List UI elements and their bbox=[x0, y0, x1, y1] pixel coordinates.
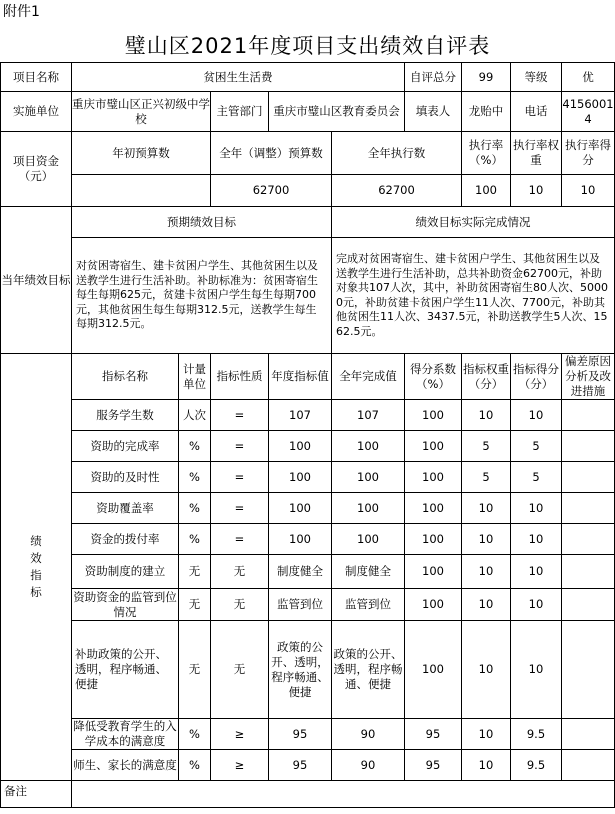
indicator-nature: = bbox=[211, 493, 269, 524]
indicator-score: 5 bbox=[511, 431, 562, 462]
funds-header-adjusted: 全年（调整）预算数 bbox=[211, 132, 332, 175]
unit-value: 重庆市璧山区正兴初级中学校 bbox=[72, 92, 211, 132]
indicator-header-unit: 计量单位 bbox=[179, 354, 211, 400]
funds-header-executed: 全年执行数 bbox=[332, 132, 462, 175]
indicator-coefficient: 100 bbox=[405, 555, 462, 589]
indicator-name: 资助的及时性 bbox=[72, 462, 179, 493]
expected-goal-header: 预期绩效目标 bbox=[72, 207, 332, 238]
indicator-nature: = bbox=[211, 462, 269, 493]
indicator-unit: % bbox=[179, 750, 211, 781]
funds-label: 项目资金（元） bbox=[1, 132, 72, 207]
project-name-label: 项目名称 bbox=[1, 63, 72, 92]
row-project-name bbox=[1, 63, 615, 92]
indicator-actual: 100 bbox=[332, 493, 405, 524]
indicator-deviation bbox=[562, 719, 615, 750]
funds-executed-value: 62700 bbox=[332, 175, 462, 207]
indicator-unit: 无 bbox=[179, 555, 211, 589]
indicator-actual: 政策的公开、透明，程序畅通、便捷 bbox=[332, 621, 405, 719]
funds-adjusted-value: 62700 bbox=[211, 175, 332, 207]
indicator-unit: % bbox=[179, 524, 211, 555]
indicator-name: 资助制度的建立 bbox=[72, 555, 179, 589]
indicator-header-actual: 全年完成值 bbox=[332, 354, 405, 400]
indicator-weight: 10 bbox=[462, 524, 511, 555]
row-funds-values bbox=[1, 175, 615, 207]
indicator-target: 107 bbox=[269, 400, 332, 431]
indicator-actual: 100 bbox=[332, 524, 405, 555]
filler-value: 龙贻中 bbox=[462, 92, 511, 132]
funds-header-initial: 年初预算数 bbox=[72, 132, 211, 175]
indicator-row bbox=[1, 524, 615, 555]
indicator-nature: 无 bbox=[211, 589, 269, 621]
indicator-weight: 10 bbox=[462, 719, 511, 750]
indicator-name: 服务学生数 bbox=[72, 400, 179, 431]
indicator-deviation bbox=[562, 493, 615, 524]
phone-label: 电话 bbox=[511, 92, 562, 132]
indicator-weight: 5 bbox=[462, 431, 511, 462]
indicator-coefficient: 100 bbox=[405, 400, 462, 431]
indicator-target: 100 bbox=[269, 431, 332, 462]
indicator-actual: 107 bbox=[332, 400, 405, 431]
indicator-nature: ≥ bbox=[211, 719, 269, 750]
indicator-row bbox=[1, 555, 615, 589]
row-funds-header bbox=[1, 132, 615, 175]
indicator-unit: 无 bbox=[179, 589, 211, 621]
indicator-coefficient: 100 bbox=[405, 589, 462, 621]
indicator-target: 监管到位 bbox=[269, 589, 332, 621]
indicators-label-text: 绩效指标 bbox=[30, 534, 42, 599]
indicator-header-score: 指标得分（分） bbox=[511, 354, 562, 400]
indicator-weight: 10 bbox=[462, 555, 511, 589]
indicator-score: 5 bbox=[511, 462, 562, 493]
phone-value: 41560014 bbox=[562, 92, 615, 132]
indicator-nature: = bbox=[211, 524, 269, 555]
row-remarks bbox=[1, 781, 615, 808]
indicator-weight: 10 bbox=[462, 400, 511, 431]
indicator-unit: 无 bbox=[179, 621, 211, 719]
indicator-nature: = bbox=[211, 400, 269, 431]
indicator-target: 95 bbox=[269, 719, 332, 750]
indicator-score: 9.5 bbox=[511, 719, 562, 750]
funds-score-value: 10 bbox=[562, 175, 615, 207]
indicator-score: 10 bbox=[511, 555, 562, 589]
indicator-nature: 无 bbox=[211, 555, 269, 589]
funds-weight-value: 10 bbox=[511, 175, 562, 207]
indicator-row bbox=[1, 589, 615, 621]
indicator-deviation bbox=[562, 589, 615, 621]
indicator-row bbox=[1, 400, 615, 431]
indicator-coefficient: 100 bbox=[405, 493, 462, 524]
indicator-deviation bbox=[562, 621, 615, 719]
indicator-header-deviation: 偏差原因分析及改进措施 bbox=[562, 354, 615, 400]
indicator-deviation bbox=[562, 462, 615, 493]
indicator-unit: % bbox=[179, 431, 211, 462]
remarks-label: 备注 bbox=[1, 781, 72, 808]
indicator-nature: ≥ bbox=[211, 750, 269, 781]
indicator-actual: 100 bbox=[332, 431, 405, 462]
unit-label: 实施单位 bbox=[1, 92, 72, 132]
page-title: 璧山区2021年度项目支出绩效自评表 bbox=[124, 34, 491, 58]
indicator-header-nature: 指标性质 bbox=[211, 354, 269, 400]
indicator-header-weight: 指标权重（分） bbox=[462, 354, 511, 400]
indicator-row bbox=[1, 750, 615, 781]
indicator-target: 100 bbox=[269, 524, 332, 555]
indicator-header-target: 年度指标值 bbox=[269, 354, 332, 400]
expected-goal-text: 对贫困寄宿生、建卡贫困户学生、其他贫困生以及送教学生进行生活补助。补助标准为：贫困寄宿生每生每期625元，贫建卡贫困户学生每生每期700元，其他贫困生每生每期312.5元，送教学生每生每期312.5元。 bbox=[72, 238, 332, 354]
grade-value: 优 bbox=[562, 63, 615, 92]
row-goals-header bbox=[1, 207, 615, 238]
dept-label: 主管部门 bbox=[211, 92, 269, 132]
funds-initial-value bbox=[72, 175, 211, 207]
remarks-value bbox=[72, 781, 615, 808]
row-indicator-header bbox=[1, 354, 615, 400]
goals-label: 当年绩效目标 bbox=[1, 207, 72, 354]
indicator-header-coefficient: 得分系数（%） bbox=[405, 354, 462, 400]
indicator-score: 10 bbox=[511, 493, 562, 524]
funds-header-weight: 执行率权重 bbox=[511, 132, 562, 175]
row-unit bbox=[1, 92, 615, 132]
indicator-deviation bbox=[562, 400, 615, 431]
indicator-deviation bbox=[562, 555, 615, 589]
row-goals-text bbox=[1, 238, 615, 354]
indicator-score: 10 bbox=[511, 524, 562, 555]
indicator-coefficient: 100 bbox=[405, 462, 462, 493]
indicator-target: 100 bbox=[269, 493, 332, 524]
project-name-value: 贫困生生活费 bbox=[72, 63, 405, 92]
indicator-target: 100 bbox=[269, 462, 332, 493]
indicator-name: 降低受教育学生的入学成本的满意度 bbox=[73, 719, 177, 748]
indicator-actual: 90 bbox=[332, 719, 405, 750]
indicator-target: 95 bbox=[269, 750, 332, 781]
indicator-weight: 5 bbox=[462, 462, 511, 493]
indicator-unit: 人次 bbox=[179, 400, 211, 431]
indicator-coefficient: 100 bbox=[405, 524, 462, 555]
funds-rate-value: 100 bbox=[462, 175, 511, 207]
indicator-name: 资助覆盖率 bbox=[72, 493, 179, 524]
indicator-row bbox=[1, 719, 615, 750]
indicator-actual: 100 bbox=[332, 462, 405, 493]
indicator-coefficient: 100 bbox=[405, 431, 462, 462]
indicator-deviation bbox=[562, 750, 615, 781]
indicator-name: 资助的完成率 bbox=[72, 431, 179, 462]
indicator-target: 政策的公开、透明，程序畅通、便捷 bbox=[269, 621, 332, 719]
indicator-weight: 10 bbox=[462, 621, 511, 719]
indicator-actual: 监管到位 bbox=[332, 589, 405, 621]
indicator-row bbox=[1, 431, 615, 462]
indicator-coefficient: 95 bbox=[405, 750, 462, 781]
indicator-unit: % bbox=[179, 719, 211, 750]
indicator-coefficient: 100 bbox=[405, 621, 462, 719]
indicator-actual: 90 bbox=[332, 750, 405, 781]
indicator-weight: 10 bbox=[462, 589, 511, 621]
indicator-name: 补助政策的公开、透明，程序畅通、便捷 bbox=[72, 621, 179, 719]
indicator-row bbox=[1, 493, 615, 524]
indicator-nature: = bbox=[211, 431, 269, 462]
actual-goal-text: 完成对贫困寄宿生、建卡贫困户学生、其他贫困生以及送教学生进行生活补助，总共补助资金62700元，补助对象共107人次，其中，补助贫困寄宿生80人次、50000元，补助贫建卡贫困户学生11人次、7700元，补助其他贫困生11人次、3437.5元，补助送教学生5人次、1562.5元。 bbox=[332, 238, 615, 354]
indicator-row bbox=[1, 462, 615, 493]
indicator-name: 师生、家长的满意度 bbox=[72, 750, 179, 781]
indicator-unit: % bbox=[179, 462, 211, 493]
indicator-deviation bbox=[562, 431, 615, 462]
indicator-name: 资金的拨付率 bbox=[72, 524, 179, 555]
filler-label: 填表人 bbox=[405, 92, 462, 132]
indicator-row bbox=[1, 621, 615, 719]
indicator-score: 10 bbox=[511, 400, 562, 431]
grade-label: 等级 bbox=[511, 63, 562, 92]
indicator-nature: 无 bbox=[211, 621, 269, 719]
dept-value: 重庆市璧山区教育委员会 bbox=[269, 92, 405, 132]
indicator-deviation bbox=[562, 524, 615, 555]
indicator-name: 资助资金的监管到位情况 bbox=[73, 589, 177, 619]
indicators-label bbox=[1, 354, 72, 781]
score-label: 自评总分 bbox=[405, 63, 462, 92]
evaluation-table bbox=[0, 62, 615, 808]
score-value: 99 bbox=[462, 63, 511, 92]
indicator-weight: 10 bbox=[462, 750, 511, 781]
funds-header-score: 执行率得分 bbox=[562, 132, 615, 175]
indicator-unit: % bbox=[179, 493, 211, 524]
indicator-target: 制度健全 bbox=[269, 555, 332, 589]
indicator-header-name: 指标名称 bbox=[72, 354, 179, 400]
indicator-weight: 10 bbox=[462, 493, 511, 524]
funds-header-rate: 执行率（%） bbox=[462, 132, 511, 175]
indicator-actual: 制度健全 bbox=[332, 555, 405, 589]
indicator-score: 10 bbox=[511, 621, 562, 719]
attachment-label: 附件1 bbox=[3, 4, 40, 20]
indicator-coefficient: 95 bbox=[405, 719, 462, 750]
actual-goal-header: 绩效目标实际完成情况 bbox=[332, 207, 615, 238]
indicator-score: 10 bbox=[511, 589, 562, 621]
indicator-score: 9.5 bbox=[511, 750, 562, 781]
